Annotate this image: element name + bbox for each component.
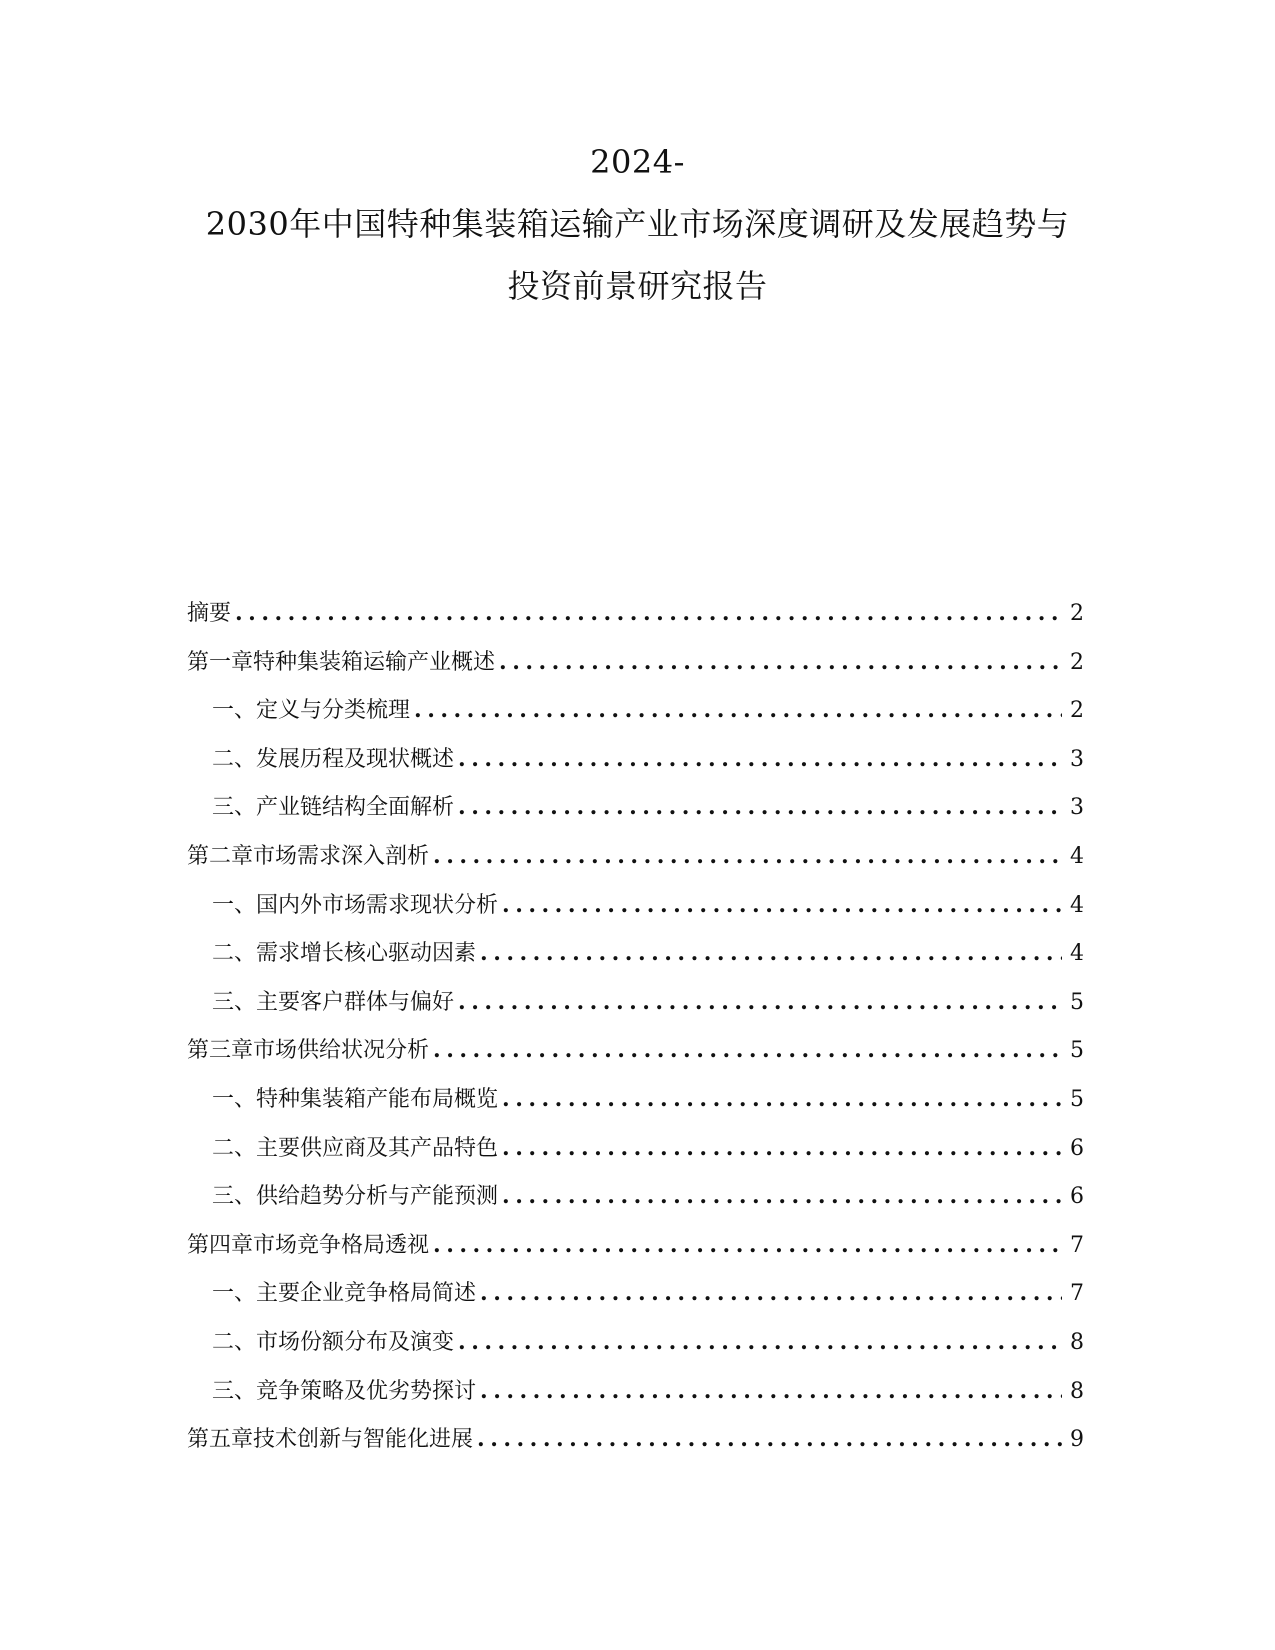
toc-page-number: 5: [1070, 1038, 1084, 1064]
toc-dot-leader: [433, 1035, 1062, 1065]
toc-entry-number: 第四章: [187, 1232, 254, 1258]
toc-page-number: 3: [1070, 795, 1084, 821]
toc-entry-number: 三、: [212, 795, 257, 821]
toc-entry-number: 一、: [212, 1281, 257, 1307]
toc-entry-number: 三、: [212, 1184, 257, 1210]
toc-entry[interactable]: [187, 841, 1084, 890]
toc-dot-leader: [458, 1327, 1062, 1357]
toc-dot-leader: [458, 744, 1062, 774]
toc-entry-title: 定义与分类梳理: [256, 698, 411, 724]
toc-entry-number: 一、: [212, 1086, 257, 1112]
toc-entry-title: 市场需求深入剖析: [253, 843, 430, 869]
toc-entry-number: 二、: [212, 1135, 257, 1161]
toc-dot-leader: [502, 1181, 1062, 1211]
toc-page-number: 2: [1070, 649, 1084, 675]
toc-page-number: 2: [1070, 601, 1084, 626]
toc-entry-number: 二、: [212, 941, 257, 967]
toc-page-number: 5: [1070, 989, 1084, 1015]
toc-entry[interactable]: [187, 598, 1084, 647]
toc-entry[interactable]: [187, 1181, 1084, 1230]
toc-dot-leader: [502, 1084, 1062, 1114]
toc-entry[interactable]: [187, 987, 1084, 1036]
toc-entry-title: 技术创新与智能化进展: [253, 1427, 474, 1453]
toc-entry-title: 发展历程及现状概述: [256, 746, 455, 772]
toc-page-number: 5: [1070, 1086, 1084, 1112]
toc-entry-number: 三、: [212, 989, 257, 1015]
toc-page-number: 2: [1070, 698, 1084, 724]
toc-entry-title: 主要供应商及其产品特色: [256, 1135, 499, 1161]
toc-entry[interactable]: [187, 1278, 1084, 1327]
toc-entry-number: 二、: [212, 746, 257, 772]
document-title: [0, 142, 1275, 306]
toc-page-number: 8: [1070, 1378, 1084, 1404]
toc-entry[interactable]: [187, 647, 1084, 696]
toc-entry[interactable]: [187, 938, 1084, 987]
toc-entry-title: 产业链结构全面解析: [256, 795, 455, 821]
toc-dot-leader: [414, 695, 1062, 725]
title-line-3: 投资前景研究报告: [507, 267, 768, 305]
toc-entry-title: 市场供给状况分析: [253, 1038, 430, 1064]
toc-entry[interactable]: [187, 1035, 1084, 1084]
toc-entry-title: 主要企业竞争格局简述: [256, 1281, 477, 1307]
toc-dot-leader: [433, 1230, 1062, 1260]
toc-page-number: 6: [1070, 1135, 1084, 1161]
toc-entry-number: 二、: [212, 1329, 257, 1355]
toc-dot-leader: [480, 1278, 1062, 1308]
toc-dot-leader: [235, 598, 1062, 628]
toc-page-number: 8: [1070, 1329, 1084, 1355]
toc-entry[interactable]: [187, 1133, 1084, 1182]
table-of-contents: [187, 598, 1084, 1473]
toc-page-number: 7: [1070, 1281, 1084, 1307]
toc-entry-title: 国内外市场需求现状分析: [256, 892, 499, 918]
toc-entry[interactable]: [187, 1376, 1084, 1425]
toc-entry-title: 竞争策略及优劣势探讨: [256, 1378, 477, 1404]
toc-page-number: 3: [1070, 746, 1084, 772]
toc-dot-leader: [477, 1424, 1062, 1454]
toc-entry-number: 第二章: [187, 843, 254, 869]
toc-page-number: 9: [1070, 1427, 1084, 1453]
toc-entry-number: 三、: [212, 1378, 257, 1404]
toc-entry[interactable]: [187, 890, 1084, 939]
toc-page-number: 4: [1070, 941, 1084, 967]
toc-entry[interactable]: [187, 792, 1084, 841]
toc-dot-leader: [480, 1376, 1062, 1406]
toc-dot-leader: [458, 987, 1062, 1017]
toc-dot-leader: [502, 890, 1062, 920]
toc-entry-title: 供给趋势分析与产能预测: [256, 1184, 499, 1210]
toc-entry-number: 第三章: [187, 1038, 254, 1064]
toc-page-number: 4: [1070, 892, 1084, 918]
toc-entry-title: 特种集装箱产能布局概览: [256, 1086, 499, 1112]
toc-entry-number: 第五章: [187, 1427, 254, 1453]
toc-entry-title: 主要客户群体与偏好: [256, 989, 455, 1015]
toc-page-number: 4: [1070, 843, 1084, 869]
toc-page-number: 6: [1070, 1184, 1084, 1210]
toc-entry-number: 一、: [212, 892, 257, 918]
toc-dot-leader: [480, 938, 1062, 968]
toc-entry-title: 特种集装箱运输产业概述: [253, 649, 496, 675]
toc-page-number: 7: [1070, 1232, 1084, 1258]
toc-entry[interactable]: [187, 1084, 1084, 1133]
toc-entry[interactable]: [187, 744, 1084, 793]
toc-dot-leader: [433, 841, 1062, 871]
toc-entry[interactable]: [187, 1327, 1084, 1376]
toc-entry[interactable]: [187, 1230, 1084, 1279]
toc-entry-title: 市场份额分布及演变: [256, 1329, 455, 1355]
toc-entry-title: 市场竞争格局透视: [253, 1232, 430, 1258]
title-line-2: 2030年中国特种集装箱运输产业市场深度调研及发展趋势与: [205, 205, 1070, 243]
toc-entry-number: 第一章: [187, 649, 254, 675]
title-line-1: 2024-: [590, 143, 685, 181]
toc-entry-title: 需求增长核心驱动因素: [256, 941, 477, 967]
toc-dot-leader: [499, 647, 1062, 677]
toc-entry-number: 一、: [212, 698, 257, 724]
toc-entry[interactable]: [187, 695, 1084, 744]
toc-entry[interactable]: [187, 1424, 1084, 1473]
toc-dot-leader: [502, 1133, 1062, 1163]
toc-entry-title: 摘要: [187, 601, 232, 626]
toc-dot-leader: [458, 792, 1062, 822]
